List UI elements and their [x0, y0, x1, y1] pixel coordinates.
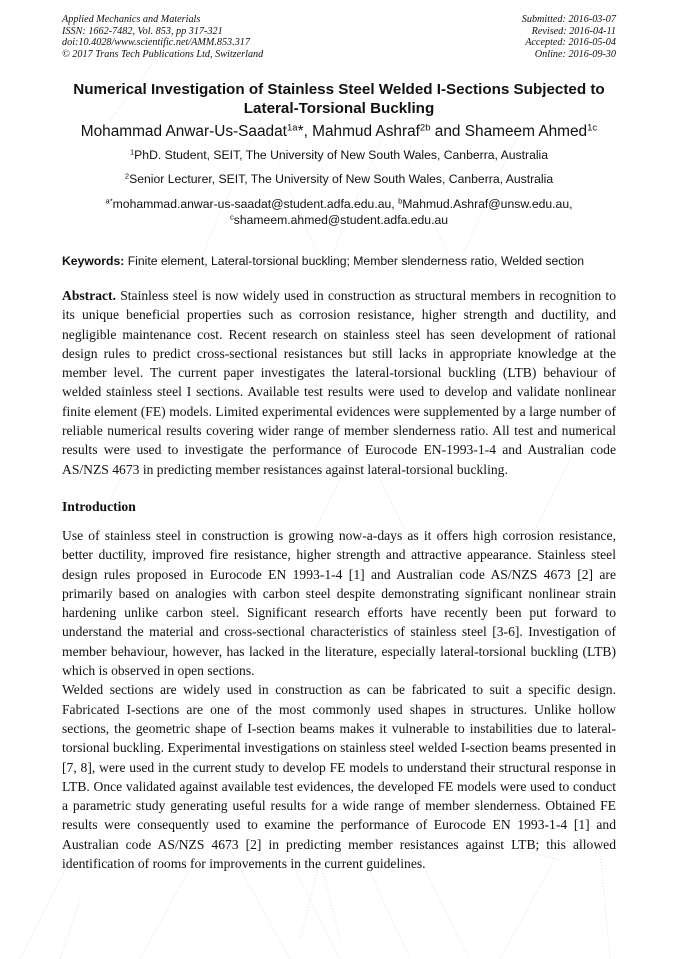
author-name: Shameem Ahmed	[464, 123, 588, 140]
affiliation-text: Senior Lecturer, SEIT, The University of New South Wales, Canberra, Australia	[129, 172, 554, 186]
journal-copyright: © 2017 Trans Tech Publications Ltd, Switzerland	[62, 48, 264, 60]
introduction-paragraph: Welded sections are widely used in construction as can be fabricated to suit a specific design. Fabricated I-sections are one of the most commonly used shapes in structures. Unlike hollow sections, the geometric shape of I-section beams makes it vulnerable to instabilities due to lateral-torsional buckling. Experimental investigations on stainless steel welded I-section beams presented in [7, 8], were used in the current study to develop FE models to understand their structural response in LTB. Once validated against available test evidences, the developed FE models were used to conduct a parametric study generating useful results for a wide range of member slenderness. Obtained FE results were consequently used to examine the performance of Eurocode EN 1993-1-4 [1] and Australian code AS/NZS 4673 [2] in predicting member resistances against LTB; this allowed identification of rooms for improvements in the current guidelines.	[62, 682, 616, 872]
journal-doi[interactable]: doi:10.4028/www.scientific.net/AMM.853.317	[62, 37, 250, 49]
author-list	[62, 122, 616, 142]
email-mark: c	[229, 212, 234, 222]
keywords	[62, 254, 616, 268]
author-separator: ,	[303, 123, 313, 140]
date-submitted: Submitted: 2016-03-07	[521, 14, 616, 25]
affiliation-mark: 1	[129, 147, 135, 157]
paper-page	[62, 14, 616, 873]
paper-title: Numerical Investigation of Stainless Steel Welded I-Sections Subjected to Lateral-Torsional Buckling	[73, 81, 605, 117]
section-heading-introduction: Introduction	[62, 498, 136, 514]
journal-issn: ISSN: 1662-7482, Vol. 853, pp 317-321	[62, 25, 223, 37]
author-emails	[62, 196, 616, 228]
affiliation-text: PhD. Student, SEIT, The University of New South Wales, Canberra, Australia	[134, 148, 549, 162]
email-separator: ,	[569, 197, 573, 211]
publication-dates	[522, 14, 616, 60]
date-accepted: Accepted: 2016-05-04	[525, 37, 616, 49]
abstract	[62, 286, 616, 479]
author-name: Mohammad Anwar-Us-Saadat	[80, 123, 287, 140]
date-revised: Revised: 2016-04-11	[531, 25, 616, 37]
email-mark: a*	[105, 196, 113, 206]
affiliation-1	[62, 148, 616, 163]
journal-header	[62, 14, 616, 66]
introduction-paragraph: Use of stainless steel in construction is growing now-a-days as it offers high corrosion resistance, better ductility, improved fire resistance, higher strength and attractive appearance. Stainless steel design rules proposed in Eurocode EN 1993-1-4 [1] and Australian code AS/NZS 4673 [2] are primarily based on analogies with carbon steel despite demonstrating significant nonlinear strain hardening unlike carbon steel. Significant research efforts have recently been put forward to understand the material and cross-sectional characteristics of stainless steel [3-6]. Investigation of member behaviour, however, has lacked in the literature, especially lateral-torsional buckling (LTB) which is observed in open sections.	[62, 527, 616, 679]
email-link[interactable]: Mahmud.Ashraf@unsw.edu.au	[402, 197, 570, 211]
author-affiliation-mark: 2b	[419, 122, 431, 134]
affiliation-2	[62, 172, 616, 187]
author-affiliation-mark: 1a	[286, 122, 298, 134]
keywords-text: Finite element, Lateral-torsional buckling; Member slenderness ratio, Welded section	[124, 254, 585, 268]
corresponding-author-mark: *	[297, 123, 304, 140]
keywords-label: Keywords:	[62, 254, 125, 268]
journal-name: Applied Mechanics and Materials	[62, 14, 201, 25]
affiliation-mark: 2	[124, 171, 130, 181]
email-link[interactable]: shameem.ahmed@student.adfa.edu.au	[233, 213, 449, 227]
author-affiliation-mark: 1c	[587, 122, 598, 134]
email-separator: ,	[391, 197, 399, 211]
email-link[interactable]: mohammad.anwar-us-saadat@student.adfa.edu.au	[112, 197, 392, 211]
abstract-text: Stainless steel is now widely used in construction as structural members in recognition to its unique beneficial properties such as corrosion resistance, higher strength and ductility, and negligible maintenance cost. Recent research on stainless steel has seen development of rational design rules to predict cross-sectional resistances but still lacks in appropriate knowledge at the member level. The current paper investigates the lateral-torsional buckling (LTB) behaviour of welded stainless steel I sections. Available test results were used to develop and validate nonlinear finite element (FE) models. Limited experimental evidences were supplemented by a large number of reliable numerical results covering wider range of member slenderness ratio. All test and numerical results were used to investigate the performance of Eurocode EN-1993-1-4 and Australian code AS/NZS 4673 in predicting member resistances against lateral-torsional buckling.	[62, 288, 616, 477]
author-separator: and	[430, 123, 465, 140]
journal-info	[62, 14, 263, 60]
author-name: Mahmud Ashraf	[312, 123, 420, 140]
date-online: Online: 2016-09-30	[534, 48, 616, 60]
abstract-label: Abstract.	[62, 288, 116, 303]
email-mark: b	[398, 196, 403, 206]
